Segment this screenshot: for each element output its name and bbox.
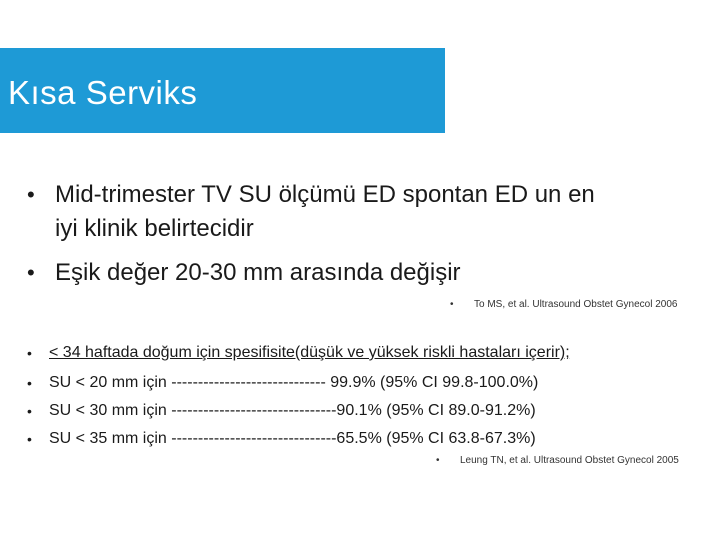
bullet-dot-icon: • (27, 260, 35, 285)
citation-text: To MS, et al. Ultrasound Obstet Gynecol 2006 (474, 299, 678, 310)
subbullet-text: SU < 20 mm için ----------------------------- 99.9% (95% CI 99.8-100.0%) (49, 374, 539, 391)
slide-title: Kısa Serviks (8, 74, 198, 111)
bullet-dot-icon: • (436, 455, 440, 466)
bullet-text: Eşik değer 20-30 mm arasında değişir (55, 259, 461, 286)
bullet-dot-icon: • (27, 375, 32, 391)
bullet-dot-icon: • (450, 299, 454, 310)
bullet-dot-icon: • (27, 182, 35, 207)
bullet-dot-icon: • (27, 403, 32, 419)
citation-text: Leung TN, et al. Ultrasound Obstet Gynecol 2005 (460, 455, 679, 466)
subbullet-text: < 34 haftada doğum için spesifisite(düşük ve yüksek riskli hastaları içerir); (49, 344, 570, 361)
bullet-text: iyi klinik belirtecidir (55, 215, 254, 242)
subbullet-text: SU < 35 mm için -------------------------------65.5% (95% CI 63.8-67.3%) (49, 430, 536, 447)
bullet-text: Mid-trimester TV SU ölçümü ED spontan ED un en (55, 181, 595, 208)
subbullet-text: SU < 30 mm için -------------------------------90.1% (95% CI 89.0-91.2%) (49, 402, 536, 419)
bullet-dot-icon: • (27, 431, 32, 447)
bullet-dot-icon: • (27, 345, 32, 361)
